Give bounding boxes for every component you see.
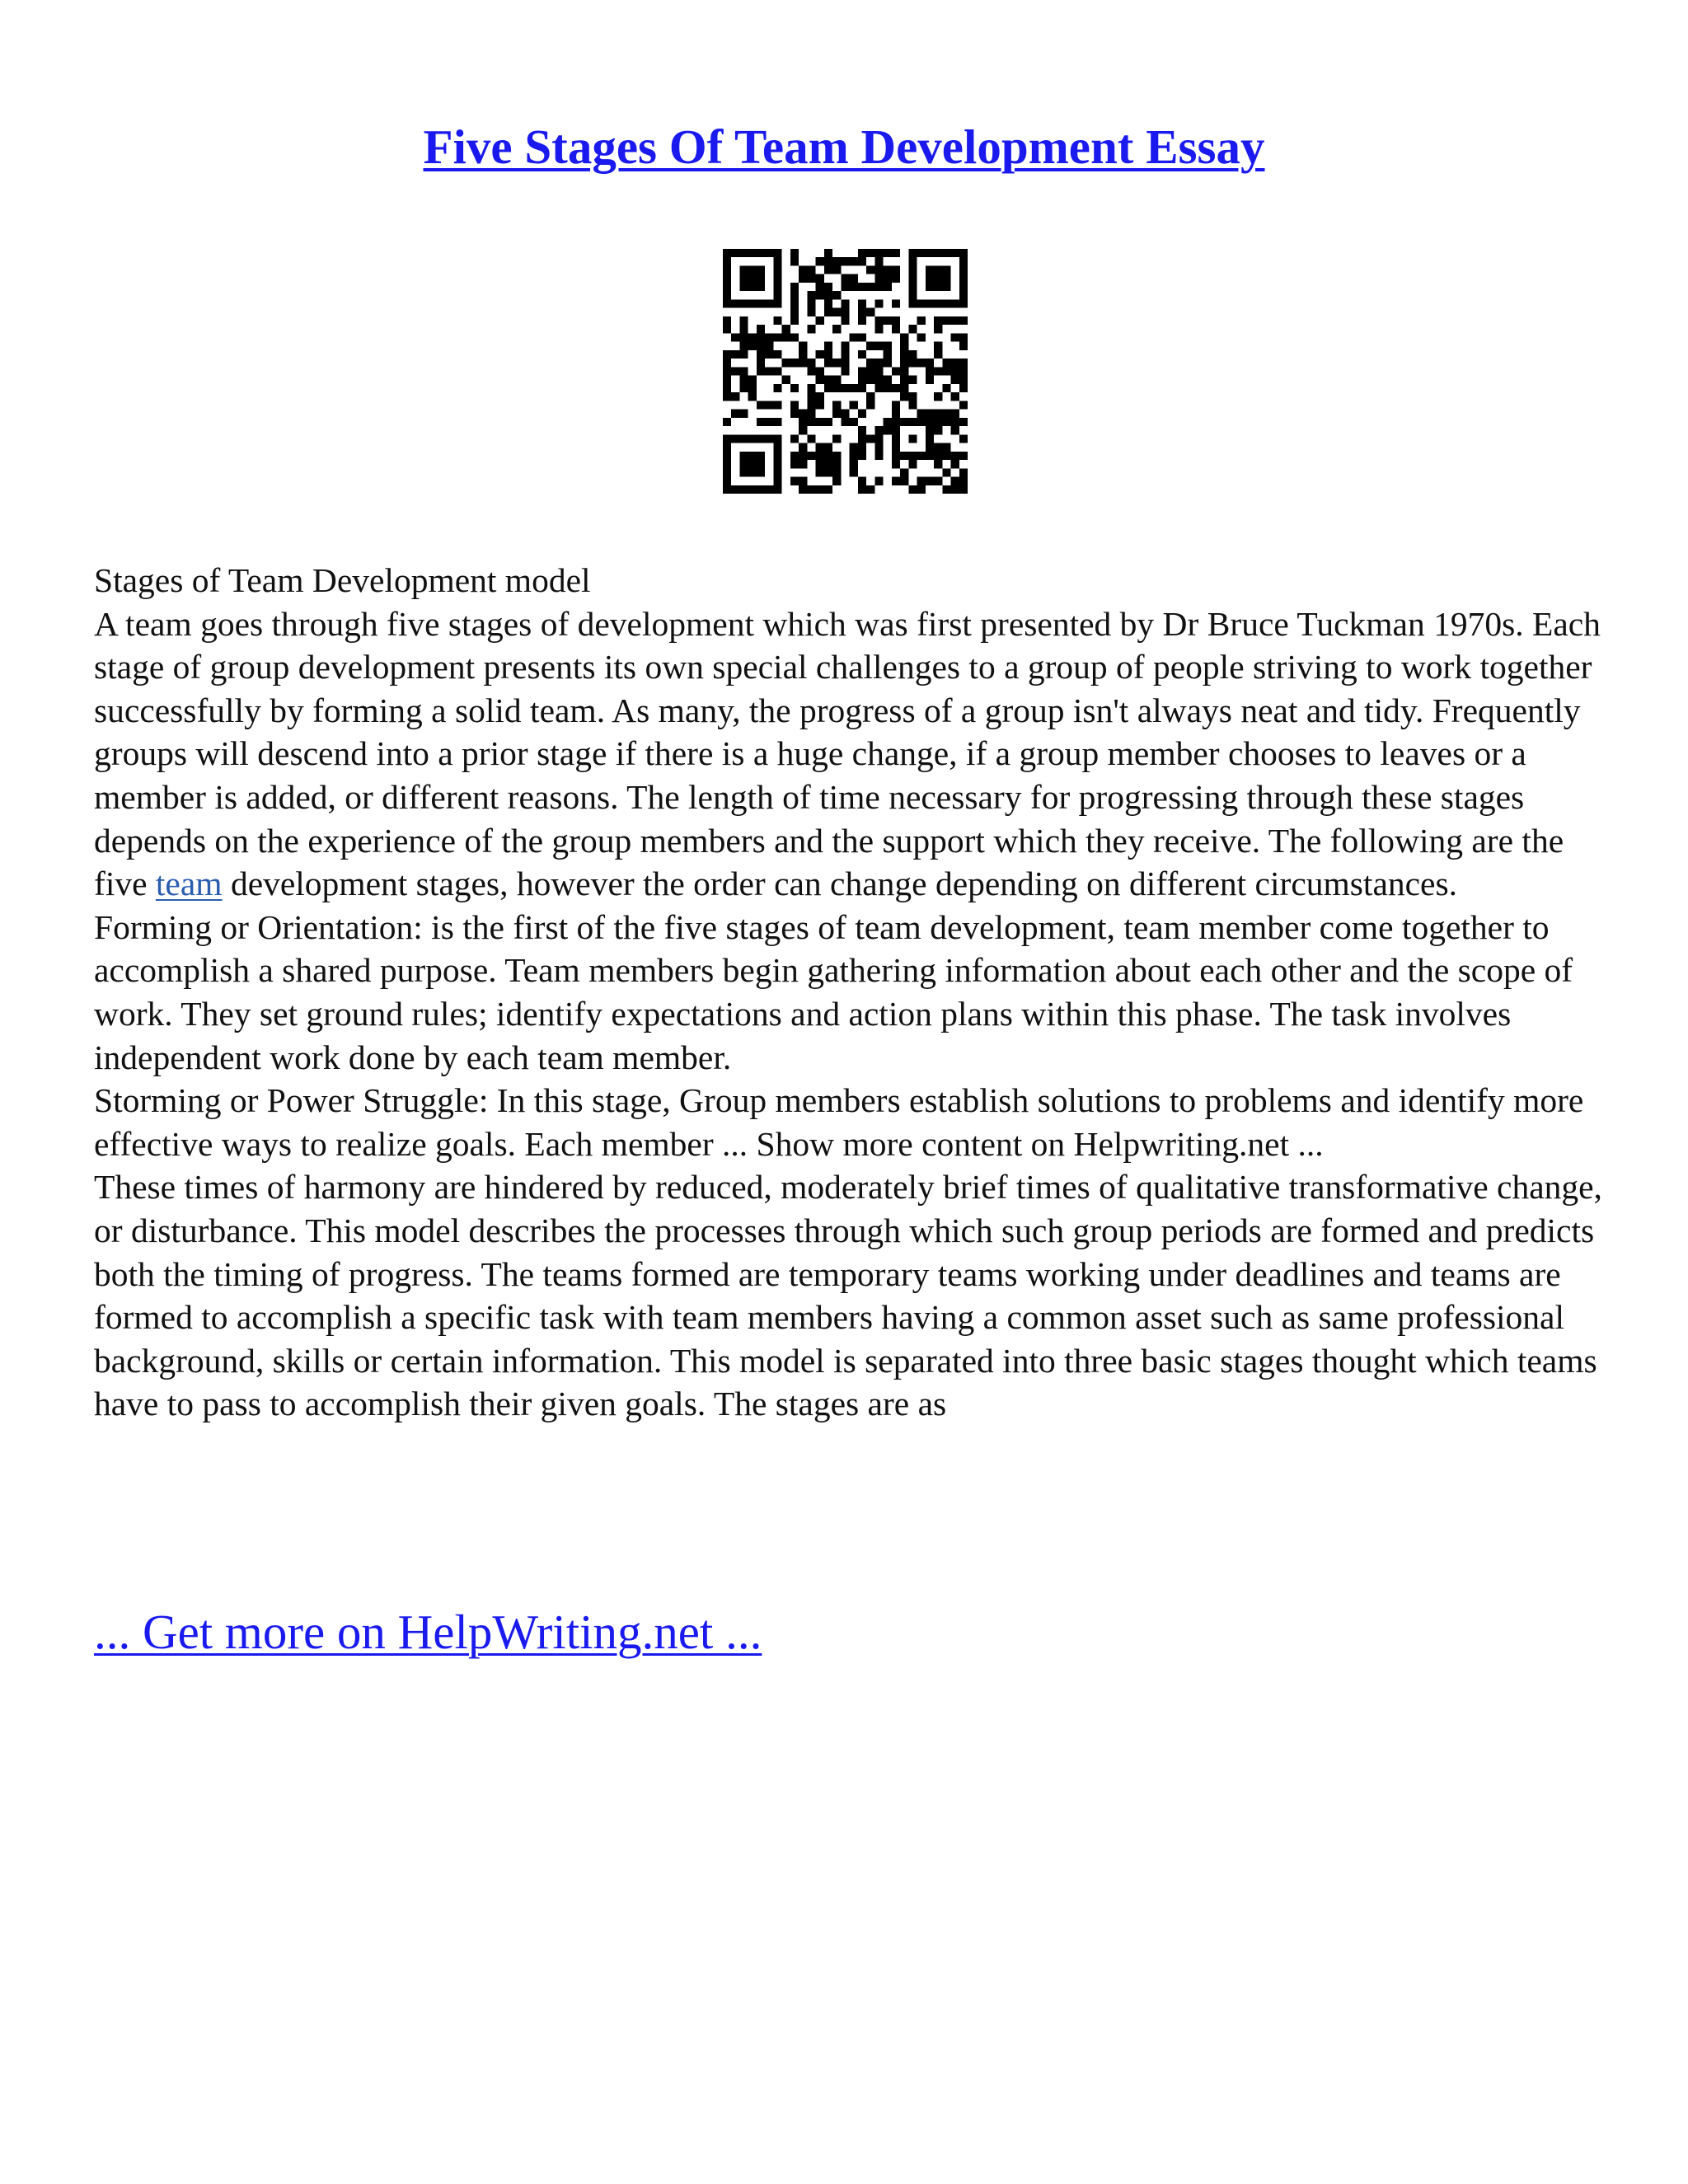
paragraph-intro <box>94 602 1611 906</box>
qr-code-icon <box>723 249 968 494</box>
title-link[interactable]: Five Stages Of Team Development Essay <box>423 120 1265 174</box>
page-title <box>0 114 1688 180</box>
team-link[interactable]: team <box>155 865 223 903</box>
paragraph-intro-text: A team goes through five stages of development which was first presented by Dr Bruce Tuckman 1970s. Each stage of group development presents its own special challenges to a group of people striving to work together successfully by forming a solid team. As many, the progress of a group isn't always neat and tidy. Frequently groups will descend into a prior stage if there is a huge change, if a group member chooses to leaves or a member is added, or different reasons. The length of time necessary for progressing through these stages depends on the experience of the group members and the support which they receive. The following are the five <box>94 604 1601 903</box>
paragraph-intro-text-end: development stages, however the order can change depending on different circumstances. <box>222 865 1457 903</box>
paragraph-forming: Forming or Orientation: is the first of the five stages of team development, team member come together to accomplish a shared purpose. Team members begin gathering information about each other and the scope of work. They set ground rules; identify expectations and action plans within this phase. The task involves independent work done by each team member. <box>94 907 1573 1076</box>
paragraph-storming: Storming or Power Struggle: In this stage, Group members establish solutions to problems and identify more effective ways to realize goals. Each member ... Show more content on Helpwriting.net ... <box>94 1081 1584 1163</box>
get-more-link[interactable]: ... Get more on HelpWriting.net ... <box>94 1605 762 1659</box>
more-link-container <box>94 1601 762 1662</box>
paragraph-harmony: These times of harmony are hindered by reduced, moderately brief times of qualitative transformative change, or disturbance. This model describes the processes through which such group periods are formed and predicts both the timing of progress. The teams formed are temporary teams working under deadlines and teams are formed to accomplish a specific task with team members having a common asset such as same professional background, skills or certain information. This model is separated into three basic stages thought which teams have to pass to accomplish their given goals. The stages are as <box>94 1168 1602 1423</box>
essay-body <box>94 559 1611 1426</box>
subheading: Stages of Team Development model <box>94 561 591 599</box>
